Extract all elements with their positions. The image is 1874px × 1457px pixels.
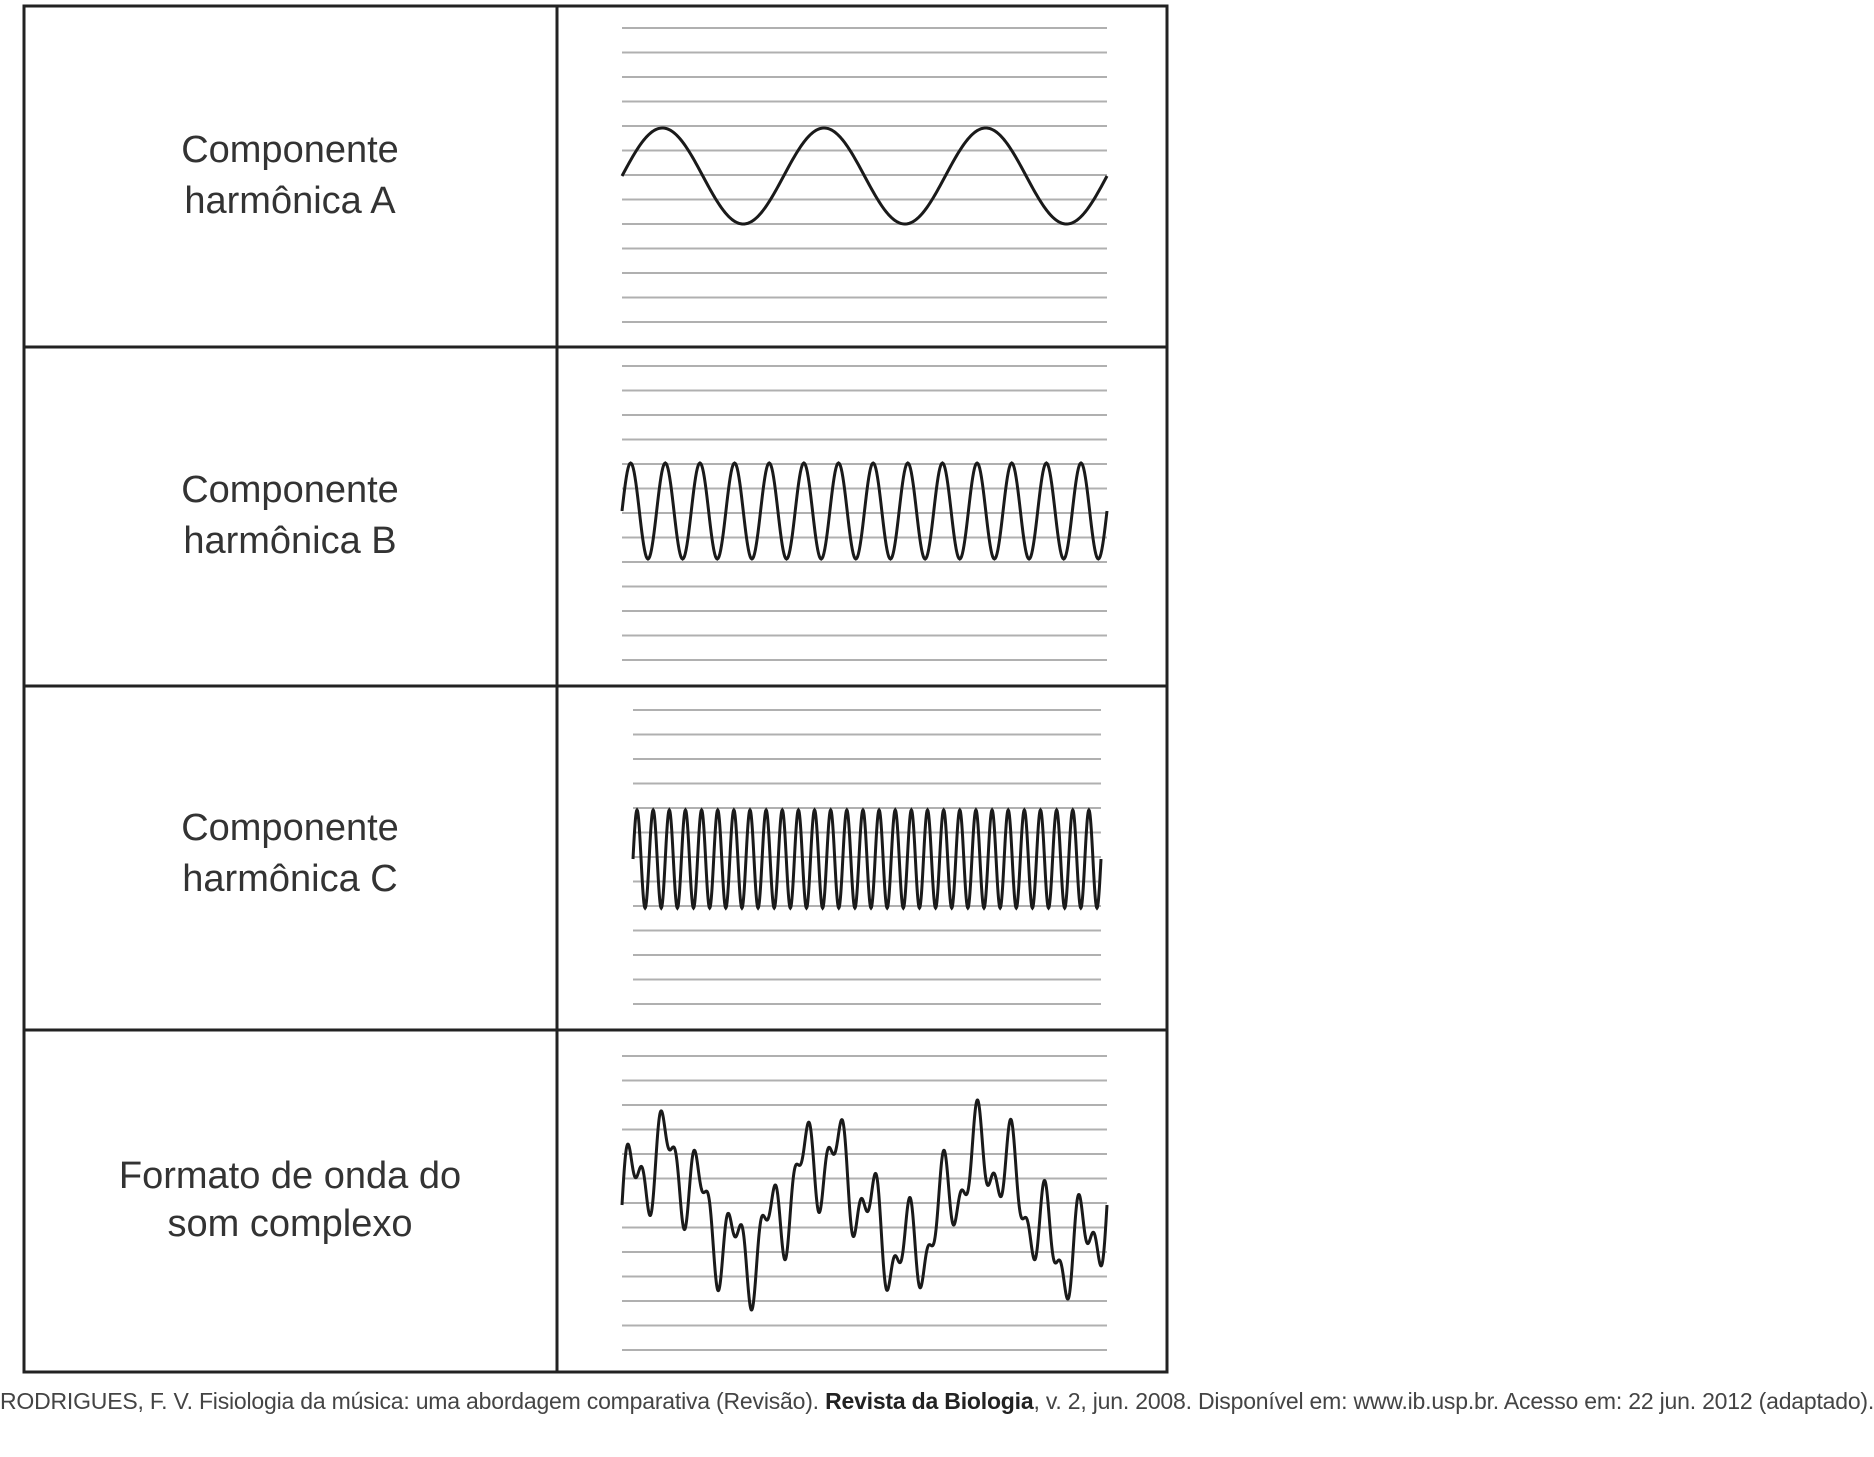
row-label-a-line1: Componente bbox=[181, 129, 399, 171]
citation-author-title: RODRIGUES, F. V. Fisiologia da música: uma abordagem comparativa (Revisão). bbox=[0, 1388, 826, 1414]
wave-harmonic-b bbox=[622, 463, 1107, 559]
wave-harmonic-c bbox=[633, 810, 1101, 908]
row-label-a-line2: harmônica A bbox=[184, 180, 396, 222]
citation-journal: Revista da Biologia bbox=[825, 1388, 1034, 1414]
source-citation bbox=[0, 1382, 1874, 1420]
wave-complex-sound bbox=[622, 1100, 1107, 1310]
row-label-b-line1: Componente bbox=[181, 469, 399, 511]
row-label-c-line1: Componente bbox=[181, 807, 399, 849]
citation-details: , v. 2, jun. 2008. Disponível em: www.ib.usp.br. Acesso em: 22 jun. 2012 (adaptado). bbox=[1033, 1388, 1874, 1414]
row-label-b-line2: harmônica B bbox=[183, 520, 397, 562]
row-label-complex-line1: Formato de onda do bbox=[118, 1155, 462, 1197]
row-label-complex-line2: som complexo bbox=[167, 1203, 413, 1245]
citation-line-1 bbox=[0, 1382, 1874, 1420]
row-label-c-line2: harmônica C bbox=[182, 858, 398, 900]
